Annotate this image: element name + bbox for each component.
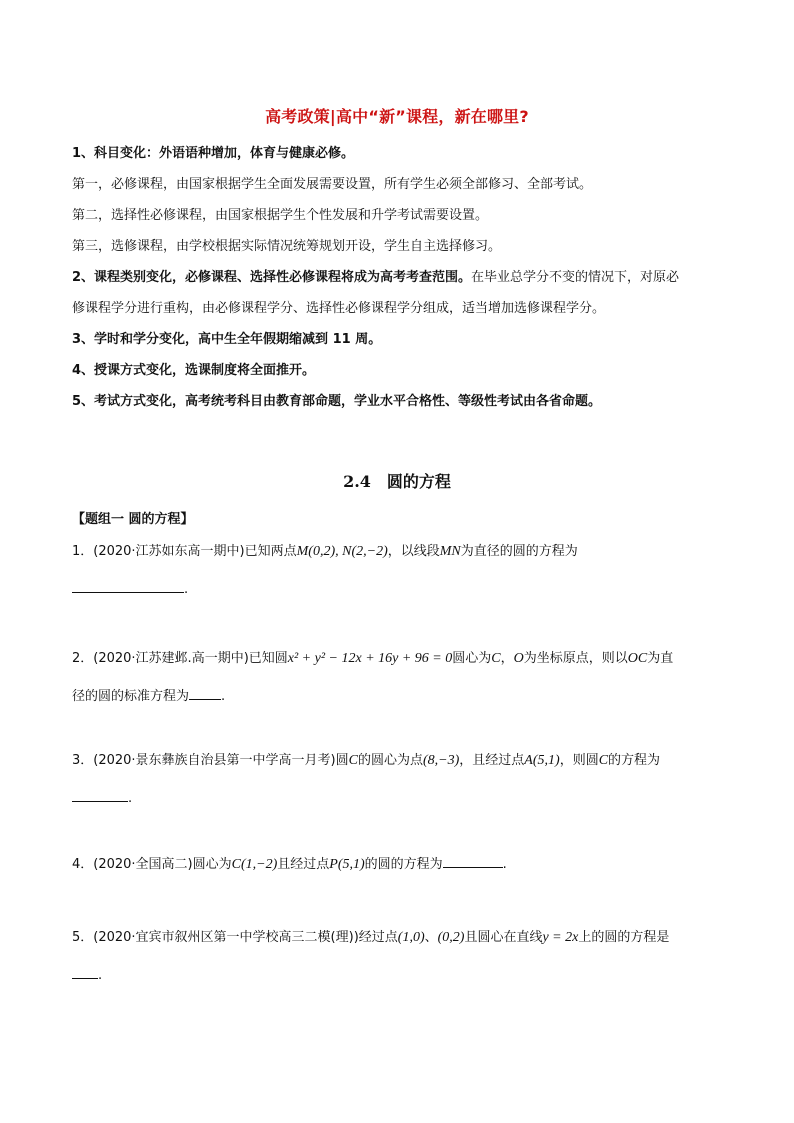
question-3-text-2: ，且经过点 xyxy=(459,753,525,768)
question-2-prefix: 2．(2020·江苏建邺.高一期中)已知圆 xyxy=(72,651,288,666)
policy-item-1a: 第一，必修课程，由国家根据学生全面发展需要设置，所有学生必须全部修习、全部考试。 xyxy=(72,177,593,192)
answer-blank-5[interactable] xyxy=(72,966,98,979)
policy-item-1: 1、科目变化：外语语种增加，体育与健康必修。 xyxy=(72,146,355,161)
question-5-text: 且圆心在直线 xyxy=(464,930,543,945)
question-1-text: ，以线段 xyxy=(387,544,440,559)
question-5-point-2: (0,2) xyxy=(437,930,465,945)
question-2-segment: OC xyxy=(627,651,648,666)
question-3-prefix: 3．(2020·景东彝族自治县第一中学高一月考)圆 xyxy=(72,753,349,768)
question-3-answer-line xyxy=(72,789,732,808)
question-5-point-1: (1,0) xyxy=(397,930,425,945)
question-1-answer-line xyxy=(72,580,732,599)
question-3-text: 的圆心为点 xyxy=(357,753,423,768)
policy-item-2-rest: 在毕业总学分不变的情况下，对原必 xyxy=(471,270,680,285)
question-1-points: M(0,2), N(2,−2) xyxy=(296,544,388,559)
policy-item-4: 4、授课方式变化，选课制度将全面推开。 xyxy=(72,363,316,378)
question-3-point: A(5,1) xyxy=(524,753,560,768)
page-title: 高考政策|高中“新”课程，新在哪里? xyxy=(265,107,529,126)
policy-item-5: 5、考试方式变化，高考统考科目由教育部命题，学业水平合格性、等级性考试由各省命题。 xyxy=(72,394,602,409)
question-2-end: . xyxy=(221,689,226,704)
question-5 xyxy=(72,929,732,947)
question-1-prefix: 1．(2020·江苏如东高一期中)已知两点 xyxy=(72,544,297,559)
question-3-suffix: 的方程为 xyxy=(608,753,661,768)
question-3-center: (8,−3) xyxy=(423,753,460,768)
question-4-text: 且经过点 xyxy=(277,857,330,872)
question-5-suffix: 上的圆的方程是 xyxy=(578,930,670,945)
question-4-point: P(5,1) xyxy=(329,857,365,872)
question-5-line-equation: y = 2x xyxy=(542,930,579,945)
policy-item-1b: 第二，选择性必修课程，由国家根据学生个性发展和升学考试需要设置。 xyxy=(72,208,489,223)
question-2-comma: ， xyxy=(500,651,514,666)
question-2-center: C xyxy=(491,651,501,666)
question-4 xyxy=(72,855,732,874)
question-1 xyxy=(72,543,732,561)
question-4-center: C(1,−2) xyxy=(231,857,278,872)
question-group-title: 【题组一 圆的方程】 xyxy=(72,512,194,527)
answer-blank-4[interactable] xyxy=(443,855,503,868)
question-4-suffix: 的圆的方程为 xyxy=(364,857,443,872)
question-2-text-2: 为坐标原点，则以 xyxy=(523,651,628,666)
question-2-suffix: 为直 xyxy=(647,651,674,666)
question-4-end: . xyxy=(502,857,507,872)
question-5-prefix: 5．(2020·宜宾市叙州区第一中学校高三二模(理))经过点 xyxy=(72,930,398,945)
policy-item-1c: 第三，选修课程，由学校根据实际情况统筹规划开设，学生自主选择修习。 xyxy=(72,239,502,254)
question-1-segment: MN xyxy=(439,544,461,559)
section-title: 2.4 圆的方程 xyxy=(343,472,451,491)
question-4-prefix: 4．(2020·全国高二)圆心为 xyxy=(72,857,232,872)
question-3-text-3: ，则圆 xyxy=(559,753,599,768)
policy-item-2-cont: 修课程学分进行重构，由必修课程学分、选择性必修课程学分组成，适当增加选修课程学分。 xyxy=(72,301,606,316)
question-1-suffix: 为直径的圆的方程为 xyxy=(460,544,578,559)
question-2-origin: O xyxy=(513,651,524,666)
question-2-line-2 xyxy=(72,687,732,706)
question-2 xyxy=(72,650,732,668)
question-5-answer-line xyxy=(72,966,732,985)
question-5-separator: 、 xyxy=(424,930,438,945)
answer-blank-2[interactable] xyxy=(189,687,221,700)
question-3-end: . xyxy=(128,791,133,806)
question-2-equation: x² + y² − 12x + 16y + 96 = 0 xyxy=(287,651,453,666)
question-3 xyxy=(72,752,732,770)
question-5-end: . xyxy=(98,968,103,983)
answer-blank-3[interactable] xyxy=(72,789,128,802)
answer-blank-1[interactable] xyxy=(72,580,184,593)
question-3-circle: C xyxy=(348,753,358,768)
question-1-end: . xyxy=(184,582,189,597)
question-3-circle-2: C xyxy=(598,753,609,768)
policy-item-2 xyxy=(72,269,732,287)
question-2-line-2-text: 径的圆的标准方程为 xyxy=(72,689,190,704)
policy-item-2-bold: 2、课程类别变化，必修课程、选择性必修课程将成为高考考查范围。 xyxy=(72,270,472,285)
question-2-text: 圆心为 xyxy=(452,651,492,666)
policy-item-3: 3、学时和学分变化，高中生全年假期缩减到 11 周。 xyxy=(72,332,382,347)
